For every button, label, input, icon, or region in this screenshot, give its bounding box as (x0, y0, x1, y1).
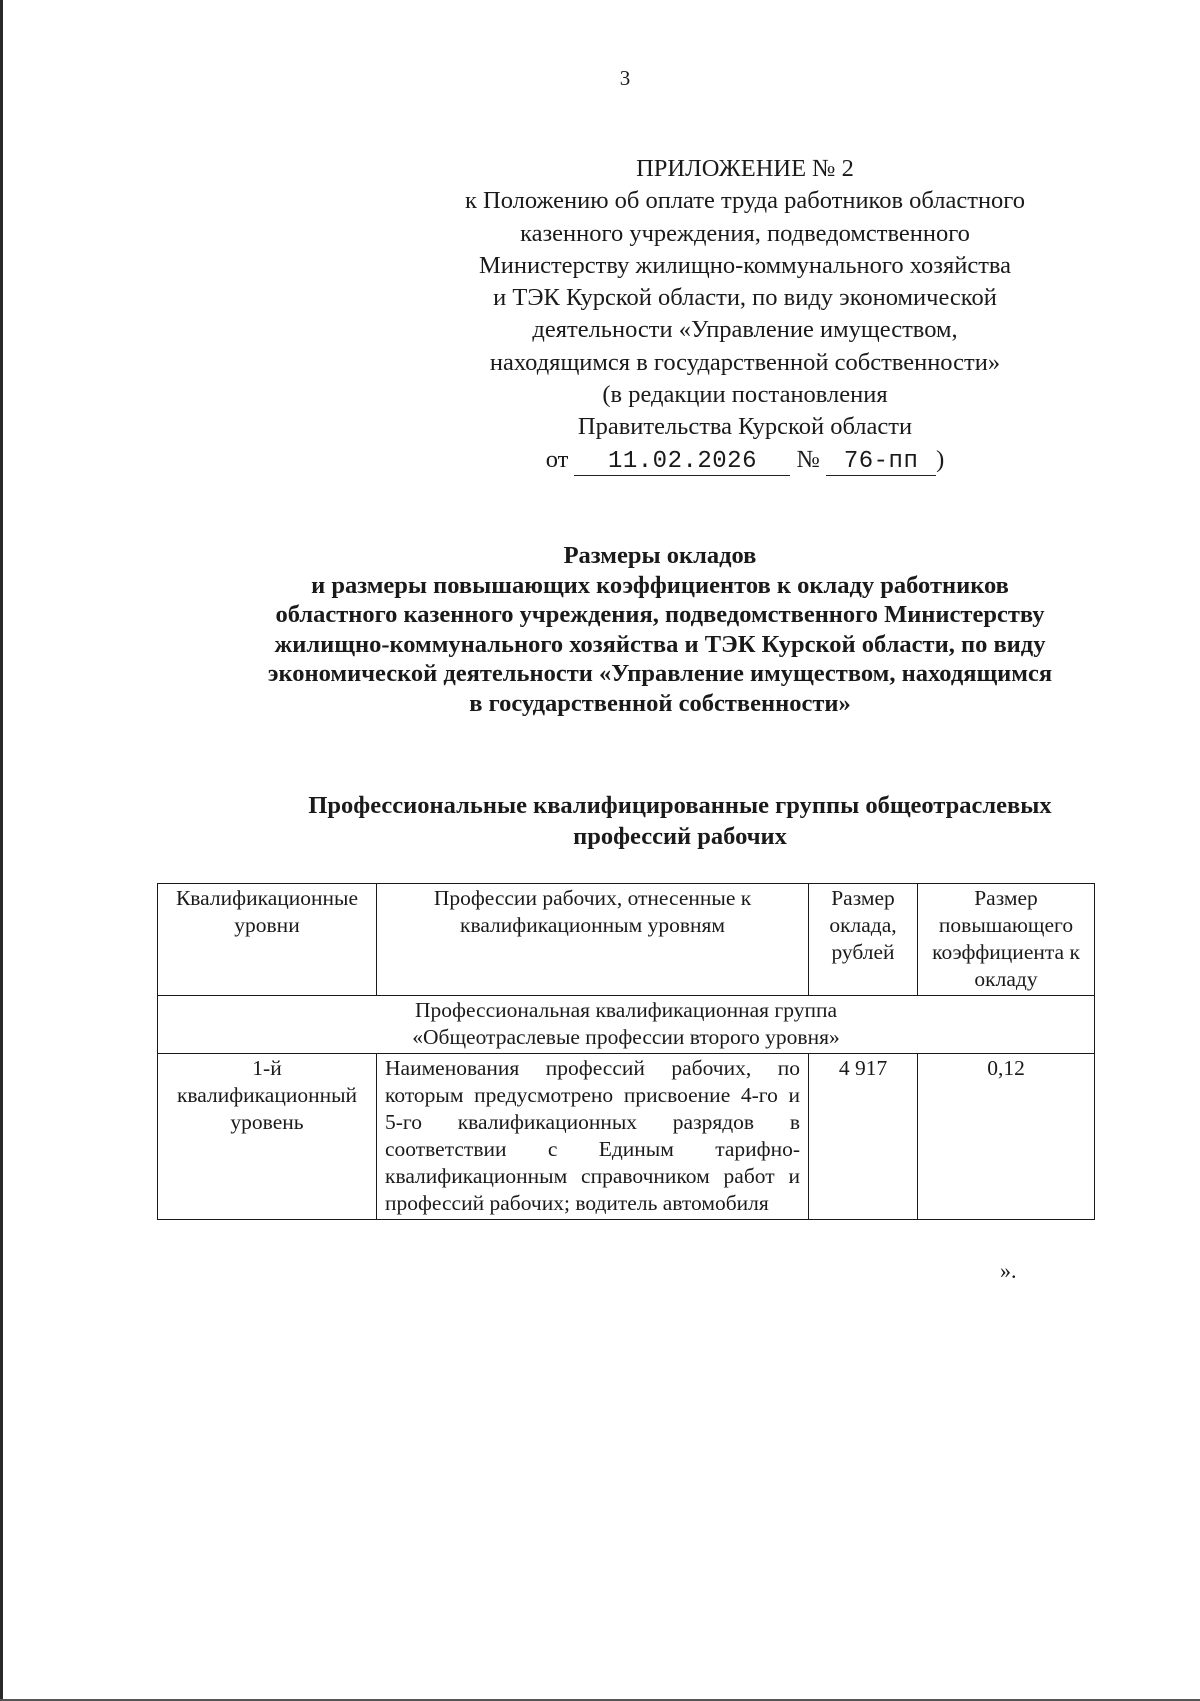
header-qualification-levels: Квалификационные уровни (158, 884, 377, 996)
scan-edge (0, 0, 3, 1701)
header-coefficient: Размер повышающего коэффициента к окладу (918, 884, 1095, 996)
appendix-line: к Положению об оплате труда работников областного (464, 187, 1025, 215)
number-prefix: № (796, 445, 820, 473)
appendix-line: (в редакции постановления (602, 381, 888, 409)
heading-line: Размеры окладов (563, 542, 757, 569)
resolution-date-line (400, 444, 1090, 476)
appendix-line: находящимся в государственной собственности» (489, 348, 1001, 376)
table-header-row (158, 884, 1095, 996)
header-professions: Профессии рабочих, отнесенные к квалификационным уровням (377, 884, 809, 996)
appendix-line: казенного учреждения, подведомственного (520, 219, 970, 247)
heading-line: областного казенного учреждения, подведомственного Министерству (275, 601, 1045, 628)
section-heading (180, 790, 1180, 852)
header-salary: Размер оклада, рублей (809, 884, 918, 996)
cell-professions: Наименования профессий рабочих, по которым предусмотрено присвоение 4-го и 5-го квалификационных разрядов в соответствии с Единым тарифно-квалификационным справочником работ и профессий рабочих; водитель автомобиля (377, 1054, 809, 1220)
table-row (158, 1054, 1095, 1220)
cell-coefficient: 0,12 (918, 1054, 1095, 1220)
heading-line: экономической деятельности «Управление имуществом, находящимся (267, 660, 1053, 687)
appendix-line: Правительства Курской области (577, 413, 913, 441)
heading-line: в государственной собственности» (469, 689, 851, 717)
table-group-row (158, 996, 1095, 1054)
appendix-block (400, 153, 1090, 476)
document-heading (160, 541, 1160, 718)
salary-table (157, 883, 1095, 1220)
appendix-line: деятельности «Управление имуществом, (532, 316, 958, 344)
heading-line: и размеры повышающих коэффициентов к окладу работников (311, 571, 1009, 599)
heading-line: жилищно-коммунального хозяйства и ТЭК Курской области, по виду (274, 630, 1046, 658)
group-title: Профессиональная квалификационная группа «Общеотраслевые профессии второго уровня» (158, 996, 1095, 1054)
section-heading-line: Профессиональные квалифицированные группы общеотраслевых (308, 792, 1052, 819)
cell-salary: 4 917 (809, 1054, 918, 1220)
resolution-date: 11.02.2026 (574, 449, 790, 476)
appendix-line: Министерству жилищно-коммунального хозяйства (478, 251, 1012, 279)
resolution-number: 76-пп (826, 449, 936, 476)
appendix-line: и ТЭК Курской области, по виду экономической (493, 284, 997, 312)
cell-level: 1-й квалификационный уровень (158, 1054, 377, 1220)
close-paren: ) (936, 445, 945, 473)
closing-quote: ». (1000, 1258, 1017, 1283)
appendix-title: ПРИЛОЖЕНИЕ № 2 (636, 155, 854, 182)
section-heading-line: профессий рабочих (573, 823, 787, 850)
date-prefix: от (545, 445, 569, 473)
page-number: 3 (619, 66, 631, 90)
